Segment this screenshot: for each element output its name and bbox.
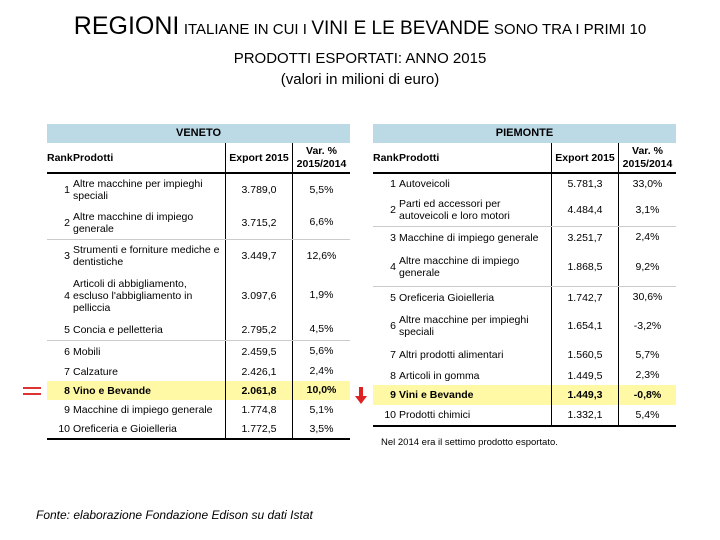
- var-cell: 5,5%: [309, 183, 334, 196]
- product-cell: Mobili: [73, 345, 101, 358]
- table-row: [47, 340, 350, 362]
- table-row: [373, 308, 676, 344]
- product-cell: Oreficeria Gioielleria: [399, 291, 495, 304]
- product-header: Prodotti: [399, 151, 440, 164]
- rank-cell: 5: [64, 323, 70, 336]
- export-cell: 2.061,8: [225, 381, 293, 400]
- subtitle-line: PRODOTTI ESPORTATI: ANNO 2015: [233, 50, 487, 67]
- table-row: [373, 226, 676, 248]
- region-header: PIEMONTE: [373, 124, 676, 143]
- title-part: SONO TRA I PRIMI 10: [493, 21, 647, 38]
- export-cell: 1.772,5: [225, 420, 293, 438]
- table-row: [373, 174, 676, 194]
- source: Fonte: elaborazione Fondazione Edison su dati Istat: [36, 508, 313, 522]
- column-headers: [47, 143, 350, 174]
- rank-cell: 10: [384, 409, 396, 421]
- rank-cell: 6: [64, 345, 70, 358]
- product-cell: Concia e pelletteria: [73, 323, 163, 336]
- column-headers: [373, 143, 676, 174]
- var-cell: 3,5%: [309, 422, 334, 435]
- export-header: Export 2015: [225, 143, 293, 172]
- title-part: VINI E LE BEVANDE: [311, 18, 490, 39]
- export-cell: 3.449,7: [225, 240, 293, 272]
- rank-cell: 7: [64, 365, 70, 378]
- table-row: [47, 319, 350, 340]
- note: Nel 2014 era il settimo prodotto esportato.: [381, 437, 558, 448]
- rank-cell: 2: [64, 216, 70, 229]
- product-cell: Vini e Bevande: [399, 389, 474, 401]
- table-row: [373, 385, 676, 405]
- export-cell: 3.097,6: [225, 272, 293, 319]
- product-cell: Calzature: [73, 365, 118, 378]
- rank-cell: 3: [64, 250, 70, 262]
- table-row: [373, 248, 676, 286]
- var-cell: 9,2%: [635, 260, 660, 273]
- product-cell: Strumenti e forniture mediche e dentistiche: [73, 244, 220, 268]
- var-cell: 2,4%: [309, 365, 334, 377]
- var-header: Var. % 2015/2014: [622, 144, 673, 170]
- product-cell: Altri prodotti alimentari: [399, 349, 504, 361]
- product-cell: Altre macchine di impiego generale: [73, 210, 194, 235]
- table-row: [373, 194, 676, 226]
- export-cell: 1.868,5: [551, 248, 619, 286]
- rank-cell: 4: [64, 289, 70, 302]
- export-cell: 2.459,5: [225, 341, 293, 362]
- export-cell: 2.795,2: [225, 319, 293, 340]
- export-cell: 1.774,8: [225, 400, 293, 420]
- rank-cell: 1: [64, 184, 70, 196]
- export-cell: 1.449,5: [551, 366, 619, 385]
- export-cell: 3.789,0: [225, 174, 293, 206]
- region-header: VENETO: [47, 124, 350, 143]
- product-cell: Altre macchine per impieghi speciali: [73, 178, 203, 202]
- down-arrow-icon: [359, 387, 363, 397]
- export-header: Export 2015: [551, 143, 619, 172]
- table-row: [373, 344, 676, 366]
- var-cell: 30,6%: [632, 291, 663, 303]
- var-cell: 10,0%: [306, 384, 337, 396]
- table-row: [373, 405, 676, 425]
- var-cell: 2,4%: [635, 231, 660, 243]
- rank-cell: 9: [64, 404, 70, 416]
- rank-cell: 8: [390, 369, 396, 382]
- table-row: [47, 174, 350, 206]
- subtitle-line: (valori in milioni di euro): [280, 71, 440, 88]
- table-row: [47, 400, 350, 420]
- var-cell: 4,5%: [309, 323, 334, 335]
- rank-cell: 6: [390, 320, 396, 332]
- product-cell: Macchine di impiego generale: [399, 231, 539, 244]
- veneto-table: [47, 124, 350, 440]
- product-cell: Prodotti chimici: [399, 409, 471, 421]
- title-part: REGIONI: [73, 12, 180, 40]
- product-cell: Vino e Bevande: [73, 384, 152, 397]
- table-row: [373, 366, 676, 385]
- export-cell: 1.742,7: [551, 287, 619, 308]
- export-cell: 1.332,1: [551, 405, 619, 425]
- rank-cell: 2: [390, 204, 396, 216]
- product-header: Prodotti: [73, 151, 114, 164]
- var-cell: 5,4%: [635, 408, 660, 421]
- var-cell: 5,7%: [635, 348, 660, 361]
- table-row: [47, 272, 350, 319]
- product-cell: Autoveicoli: [399, 178, 450, 190]
- rank-cell: 4: [390, 261, 396, 273]
- unchanged-rank-icon: [23, 387, 41, 395]
- export-cell: 4.484,4: [551, 194, 619, 226]
- var-cell: -3,2%: [633, 319, 662, 332]
- export-cell: 3.715,2: [225, 206, 293, 239]
- table-row: [47, 206, 350, 239]
- subtitle: [0, 48, 720, 90]
- var-cell: -0,8%: [633, 388, 662, 401]
- title-part: ITALIANE IN CUI I: [183, 21, 307, 38]
- var-cell: 2,3%: [635, 369, 660, 381]
- rank-cell: 5: [390, 291, 396, 304]
- var-cell: 3,1%: [635, 203, 660, 216]
- export-cell: 1.449,3: [551, 385, 619, 405]
- rank-header: Rank: [373, 151, 399, 164]
- product-cell: Altre macchine di impiego generale: [399, 255, 520, 279]
- var-cell: 1,9%: [309, 289, 334, 301]
- var-cell: 5,1%: [309, 403, 334, 416]
- rank-cell: 9: [390, 389, 396, 401]
- product-cell: Articoli in gomma: [399, 369, 480, 382]
- table-row: [47, 239, 350, 272]
- table-row: [47, 381, 350, 400]
- export-cell: 1.654,1: [551, 308, 619, 344]
- export-cell: 5.781,3: [551, 174, 619, 194]
- rank-cell: 7: [390, 349, 396, 361]
- table-row: [373, 286, 676, 308]
- piemonte-table: [373, 124, 676, 427]
- page-title: [0, 12, 720, 41]
- export-cell: 3.251,7: [551, 227, 619, 248]
- rank-cell: 3: [390, 231, 396, 244]
- product-cell: Parti ed accessori per autoveicoli e loro motori: [399, 198, 510, 222]
- export-cell: 1.560,5: [551, 344, 619, 366]
- product-cell: Oreficeria e Gioielleria: [73, 423, 177, 435]
- rank-cell: 10: [58, 423, 70, 435]
- product-cell: Macchine di impiego generale: [73, 404, 213, 416]
- rank-cell: 1: [390, 178, 396, 190]
- product-cell: Altre macchine per impieghi speciali: [399, 314, 529, 338]
- rank-header: Rank: [47, 151, 73, 164]
- var-header: Var. % 2015/2014: [296, 144, 347, 170]
- var-cell: 6,6%: [309, 216, 334, 228]
- product-cell: Articoli di abbigliamento, escluso l'abbigliamento in pelliccia: [73, 277, 193, 314]
- rank-cell: 8: [64, 384, 70, 397]
- export-cell: 2.426,1: [225, 362, 293, 381]
- var-cell: 12,6%: [306, 249, 337, 262]
- var-cell: 5,6%: [309, 345, 334, 357]
- table-row: [47, 420, 350, 438]
- table-row: [47, 362, 350, 381]
- var-cell: 33,0%: [632, 177, 663, 190]
